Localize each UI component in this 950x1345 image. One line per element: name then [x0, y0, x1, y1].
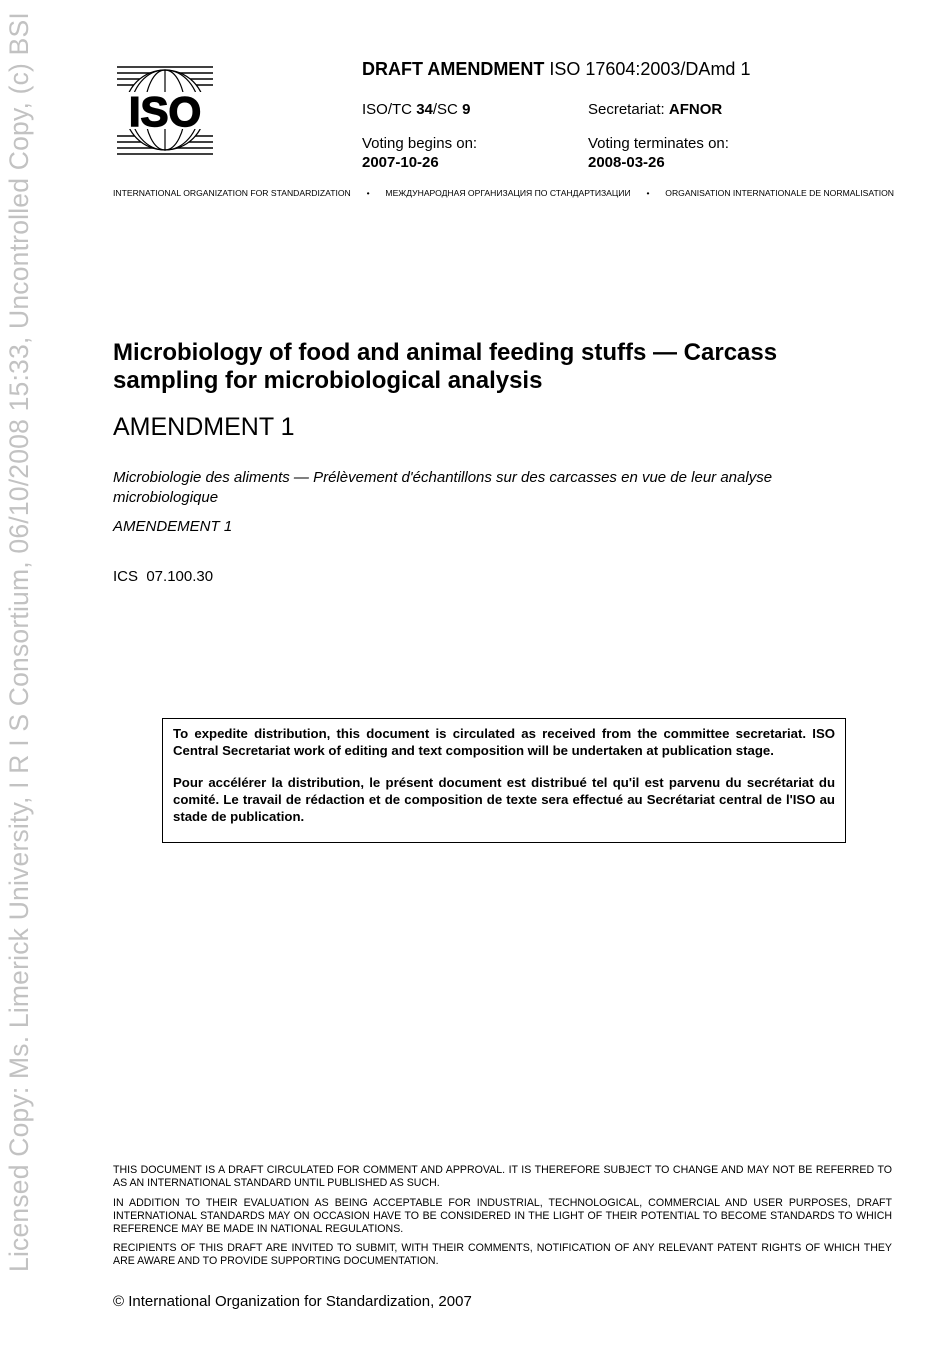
tc-prefix: ISO/TC [362, 101, 413, 118]
french-title: Microbiologie des aliments — Prélèvement d'échantillons sur des carcasses en vue de leur analyse microbiologique [113, 469, 773, 506]
draft-disclaimer: THIS DOCUMENT IS A DRAFT CIRCULATED FOR COMMENT AND APPROVAL. IT IS THEREFORE SUBJECT TO CHANGE AND MAY NOT BE REFERRED TO AS AN INTERNATIONAL STANDARD UNTIL PUBLISHED AS SUCH. [113, 1164, 892, 1189]
voting-terminates-label: Voting terminates on: [588, 135, 729, 152]
organization-names-line [113, 187, 894, 199]
copyright-text: International Organization for Standardization, 2007 [128, 1293, 472, 1310]
secretariat [588, 100, 722, 119]
voting-terminates [588, 134, 729, 172]
iso-globe-logo-icon [115, 63, 215, 158]
document-designation [362, 58, 750, 80]
copyright-symbol: © [113, 1293, 125, 1310]
copyright-notice [113, 1292, 472, 1311]
bullet-separator: • [366, 188, 370, 198]
org-name-english: INTERNATIONAL ORGANIZATION FOR STANDARDIZATION [113, 188, 351, 198]
iso-logo-text: ISO [128, 88, 202, 135]
secretariat-label: Secretariat: [588, 101, 665, 118]
sc-prefix: /SC [432, 101, 458, 118]
draft-amendment-label: DRAFT AMENDMENT [362, 59, 545, 79]
patent-rights-notice: RECIPIENTS OF THIS DRAFT ARE INVITED TO SUBMIT, WITH THEIR COMMENTS, NOTIFICATION OF ANY RELEVANT PATENT RIGHTS OF WHICH THEY ARE AWARE AND TO PROVIDE SUPPORTING DOCUMENTATION. [113, 1242, 892, 1267]
voting-terminates-date: 2008-03-26 [588, 154, 665, 171]
sc-number: 9 [462, 101, 471, 118]
distribution-notice-box [162, 718, 846, 843]
ics-code: ICS 07.100.30 [113, 568, 214, 585]
french-amendment-number: AMENDEMENT 1 [113, 518, 233, 535]
iso-logo [115, 63, 215, 158]
secretariat-value: AFNOR [668, 101, 723, 118]
bullet-separator: • [646, 188, 650, 198]
voting-begins [362, 134, 477, 172]
org-name-russian: МЕЖДУНАРОДНАЯ ОРГАНИЗАЦИЯ ПО СТАНДАРТИЗАЦИИ [385, 188, 631, 198]
notice-english: To expedite distribution, this document is circulated as received from the committee secretariat. ISO Central Secretariat work of editing and text composition will be undertaken at publication stage. [173, 726, 835, 758]
document-title: Microbiology of food and animal feeding stuffs — Carcass sampling for microbiological analysis [113, 339, 778, 394]
document-number: ISO 17604:2003/DAmd 1 [549, 59, 751, 79]
notice-french: Pour accélérer la distribution, le présent document est distribué tel qu'il est parvenu du secrétariat du comité. Le travail de rédaction et de composition de texte sera effectué au Secrétariat central de l'ISO au stade de publication. [173, 775, 835, 824]
voting-begins-date: 2007-10-26 [362, 154, 439, 171]
org-name-french: ORGANISATION INTERNATIONALE DE NORMALISATION [665, 188, 894, 198]
evaluation-disclaimer: IN ADDITION TO THEIR EVALUATION AS BEING ACCEPTABLE FOR INDUSTRIAL, TECHNOLOGICAL, COMMERCIAL AND USER PURPOSES, DRAFT INTERNATIONAL STANDARDS MAY ON OCCASION HAVE TO BE CONSIDERED IN THE LIGHT OF THEIR POTENTIAL TO BECOME STANDARDS TO WHICH REFERENCE MAY BE MADE IN NATIONAL REGULATIONS. [113, 1197, 892, 1235]
license-watermark: Licensed Copy: Ms. Limerick University, I R I S Consortium, 06/10/2008 15:33, Uncontrolled Copy, (c) BSI [4, 12, 34, 1272]
amendment-number: AMENDMENT 1 [113, 413, 295, 441]
voting-begins-label: Voting begins on: [362, 135, 478, 152]
committee-reference [362, 100, 470, 119]
tc-number: 34 [416, 101, 433, 118]
